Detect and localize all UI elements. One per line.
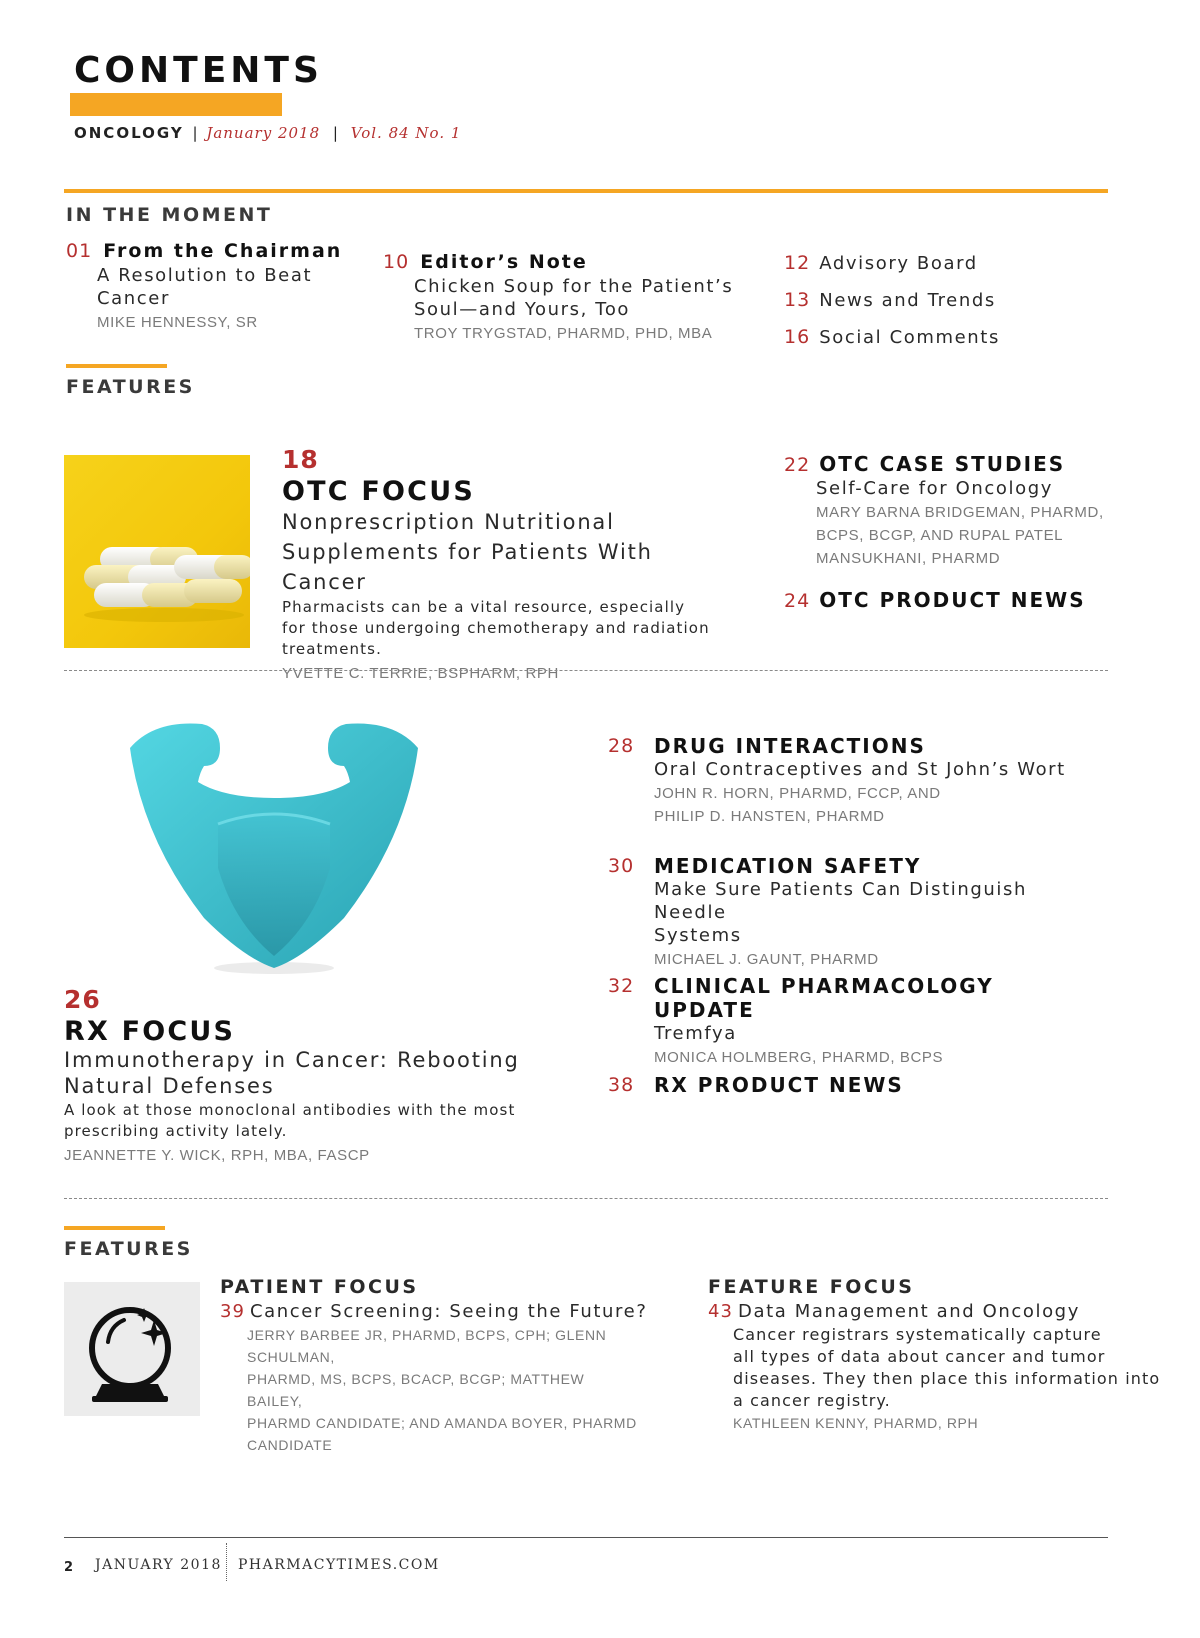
page-number: 26 bbox=[64, 985, 101, 1014]
entry-title: DRUG INTERACTIONS bbox=[654, 734, 926, 758]
entry-title: News and Trends bbox=[819, 290, 996, 311]
entry-title: Data Management and Oncology bbox=[738, 1301, 1080, 1322]
entry-title: MEDICATION SAFETY bbox=[654, 854, 922, 878]
section-label-features: FEATURES bbox=[64, 1238, 193, 1260]
column-heading: PATIENT FOCUS bbox=[220, 1276, 419, 1298]
entry-subtitle: Oral Contraceptives and St John’s Wort bbox=[654, 759, 1066, 780]
entry-author: KATHLEEN KENNY, PHARMD, RPH bbox=[733, 1415, 979, 1431]
toc-entry-social-comments[interactable] bbox=[784, 326, 1000, 363]
entry-subtitle: Soul—and Yours, Too bbox=[414, 299, 631, 320]
page-number: 30 bbox=[608, 855, 635, 877]
page-number: 43 bbox=[708, 1301, 733, 1322]
entry-title: Social Comments bbox=[819, 327, 1000, 348]
page-number: 18 bbox=[282, 445, 319, 474]
header-divider bbox=[64, 189, 1108, 193]
entry-description: Cancer registrars systematically capture bbox=[733, 1325, 1102, 1344]
page-number: 12 bbox=[784, 252, 811, 274]
page-number: 38 bbox=[608, 1074, 635, 1096]
entry-title: From the Chairman bbox=[103, 240, 343, 262]
page-number: 16 bbox=[784, 326, 811, 348]
toc-entry-editors-note[interactable] bbox=[383, 251, 743, 345]
issue-line bbox=[74, 124, 461, 142]
entry-author: MICHAEL J. GAUNT, PHARMD bbox=[654, 951, 879, 968]
page-number: 24 bbox=[784, 590, 811, 612]
section-label-in-the-moment: IN THE MOMENT bbox=[66, 204, 273, 226]
otc-focus-feature[interactable] bbox=[282, 445, 742, 685]
entry-title: OTC CASE STUDIES bbox=[819, 452, 1066, 476]
toc-entry-drug-interactions[interactable] bbox=[608, 734, 1088, 828]
entry-subtitle: Tremfya bbox=[654, 1023, 737, 1044]
pills-image bbox=[64, 455, 250, 648]
separator: | bbox=[192, 124, 198, 142]
page-number: 10 bbox=[383, 251, 410, 273]
section-accent-bar bbox=[66, 364, 167, 368]
entry-author: MIKE HENNESSY, SR bbox=[97, 314, 258, 331]
feature-subtitle: Supplements for Patients With Cancer bbox=[282, 540, 653, 594]
feature-title: RX FOCUS bbox=[64, 1016, 236, 1047]
entry-description: diseases. They then place this information into bbox=[733, 1369, 1161, 1388]
title-accent-bar bbox=[70, 93, 282, 116]
entry-subtitle: Self-Care for Oncology bbox=[816, 478, 1053, 499]
page-number: 39 bbox=[220, 1301, 245, 1322]
section-label-features: FEATURES bbox=[66, 376, 195, 398]
entry-author: CANDIDATE bbox=[247, 1437, 333, 1453]
toc-entry-rx-product-news[interactable] bbox=[608, 1073, 1088, 1097]
entry-author: PHILIP D. HANSTEN, PHARMD bbox=[654, 808, 885, 825]
feature-subtitle: Natural Defenses bbox=[64, 1074, 275, 1098]
toc-entry-medication-safety[interactable] bbox=[608, 854, 1088, 971]
feature-description: for those undergoing chemotherapy and radiation bbox=[282, 619, 710, 637]
footer-site: PHARMACYTIMES.COM bbox=[238, 1557, 440, 1573]
feature-title: OTC FOCUS bbox=[282, 476, 475, 507]
feature-description: Pharmacists can be a vital resource, especially bbox=[282, 598, 686, 616]
page-number: 28 bbox=[608, 735, 635, 757]
entry-subtitle: Systems bbox=[654, 925, 742, 946]
entry-title: OTC PRODUCT NEWS bbox=[819, 588, 1086, 612]
entry-description: a cancer registry. bbox=[733, 1391, 891, 1410]
entry-subtitle: Chicken Soup for the Patient’s bbox=[414, 276, 734, 297]
page-number: 32 bbox=[608, 975, 635, 997]
feature-description: treatments. bbox=[282, 640, 382, 658]
section-accent-bar bbox=[64, 1226, 165, 1230]
entry-description: all types of data about cancer and tumor bbox=[733, 1347, 1106, 1366]
toc-entry-otc-product-news[interactable] bbox=[784, 588, 1086, 612]
dashed-divider bbox=[64, 1198, 1108, 1199]
entry-author: JERRY BARBEE JR, PHARMD, BCPS, CPH; GLENN SCHULMAN, bbox=[247, 1327, 607, 1365]
entry-title: Editor’s Note bbox=[420, 251, 588, 273]
toc-list-short-items bbox=[784, 252, 1000, 363]
feature-author: YVETTE C. TERRIE, BSPHARM, RPH bbox=[282, 665, 559, 682]
issue-volume: Vol. 84 No. 1 bbox=[350, 124, 462, 142]
footer-separator bbox=[226, 1543, 227, 1581]
entry-title: RX PRODUCT NEWS bbox=[654, 1073, 904, 1097]
issue-date: January 2018 bbox=[206, 124, 321, 142]
patient-focus-feature[interactable] bbox=[220, 1276, 648, 1456]
toc-entry-advisory-board[interactable] bbox=[784, 252, 1000, 289]
toc-entry-clinical-pharmacology-update[interactable] bbox=[608, 974, 1088, 1069]
entry-subtitle: Make Sure Patients Can Distinguish Needle bbox=[654, 879, 1028, 923]
entry-subtitle: Cancer bbox=[97, 288, 170, 309]
feature-description: prescribing activity lately. bbox=[64, 1122, 288, 1140]
shield-muscle-icon bbox=[124, 718, 424, 978]
toc-entry-otc-case-studies[interactable] bbox=[784, 452, 1114, 570]
entry-author: MANSUKHANI, PHARMD bbox=[816, 550, 1001, 567]
entry-title: Cancer Screening: Seeing the Future? bbox=[250, 1301, 648, 1322]
entry-title: Advisory Board bbox=[819, 253, 978, 274]
entry-author: JOHN R. HORN, PHARMD, FCCP, AND bbox=[654, 785, 941, 802]
entry-author: PHARMD CANDIDATE; AND AMANDA BOYER, PHARMD bbox=[247, 1415, 637, 1431]
footer-page-number: 2 bbox=[64, 1560, 74, 1575]
dashed-divider bbox=[64, 670, 1108, 671]
entry-subtitle: A Resolution to Beat bbox=[97, 265, 313, 286]
crystal-ball-image bbox=[64, 1282, 200, 1416]
toc-entry-from-the-chairman[interactable] bbox=[66, 240, 346, 334]
page-number: 13 bbox=[784, 289, 811, 311]
separator: | bbox=[332, 124, 338, 142]
page-number: 22 bbox=[784, 454, 811, 476]
feature-subtitle: Immunotherapy in Cancer: Rebooting bbox=[64, 1048, 520, 1072]
entry-author: MARY BARNA BRIDGEMAN, PHARMD, bbox=[816, 504, 1104, 521]
page-title: CONTENTS bbox=[74, 50, 323, 91]
entry-title: CLINICAL PHARMACOLOGY UPDATE bbox=[654, 974, 994, 1022]
feature-focus-feature[interactable] bbox=[708, 1276, 1161, 1435]
footer-date: JANUARY 2018 bbox=[95, 1557, 222, 1573]
feature-author: JEANNETTE Y. WICK, RPH, MBA, FASCP bbox=[64, 1147, 370, 1164]
section-name: ONCOLOGY bbox=[74, 124, 184, 142]
entry-author: BCPS, BCGP, AND RUPAL PATEL bbox=[816, 527, 1064, 544]
entry-author: MONICA HOLMBERG, PHARMD, BCPS bbox=[654, 1049, 944, 1066]
entry-author: PHARMD, MS, BCPS, BCACP, BCGP; MATTHEW BAILEY, bbox=[247, 1371, 585, 1409]
feature-subtitle: Nonprescription Nutritional bbox=[282, 510, 615, 534]
footer-rule bbox=[64, 1537, 1108, 1538]
rx-focus-feature[interactable] bbox=[64, 985, 544, 1167]
page-number: 01 bbox=[66, 240, 93, 262]
column-heading: FEATURE FOCUS bbox=[708, 1276, 915, 1298]
feature-description: A look at those monoclonal antibodies with the most bbox=[64, 1101, 516, 1119]
entry-author: TROY TRYGSTAD, PHARMD, PHD, MBA bbox=[414, 325, 713, 342]
toc-entry-news-and-trends[interactable] bbox=[784, 289, 1000, 326]
